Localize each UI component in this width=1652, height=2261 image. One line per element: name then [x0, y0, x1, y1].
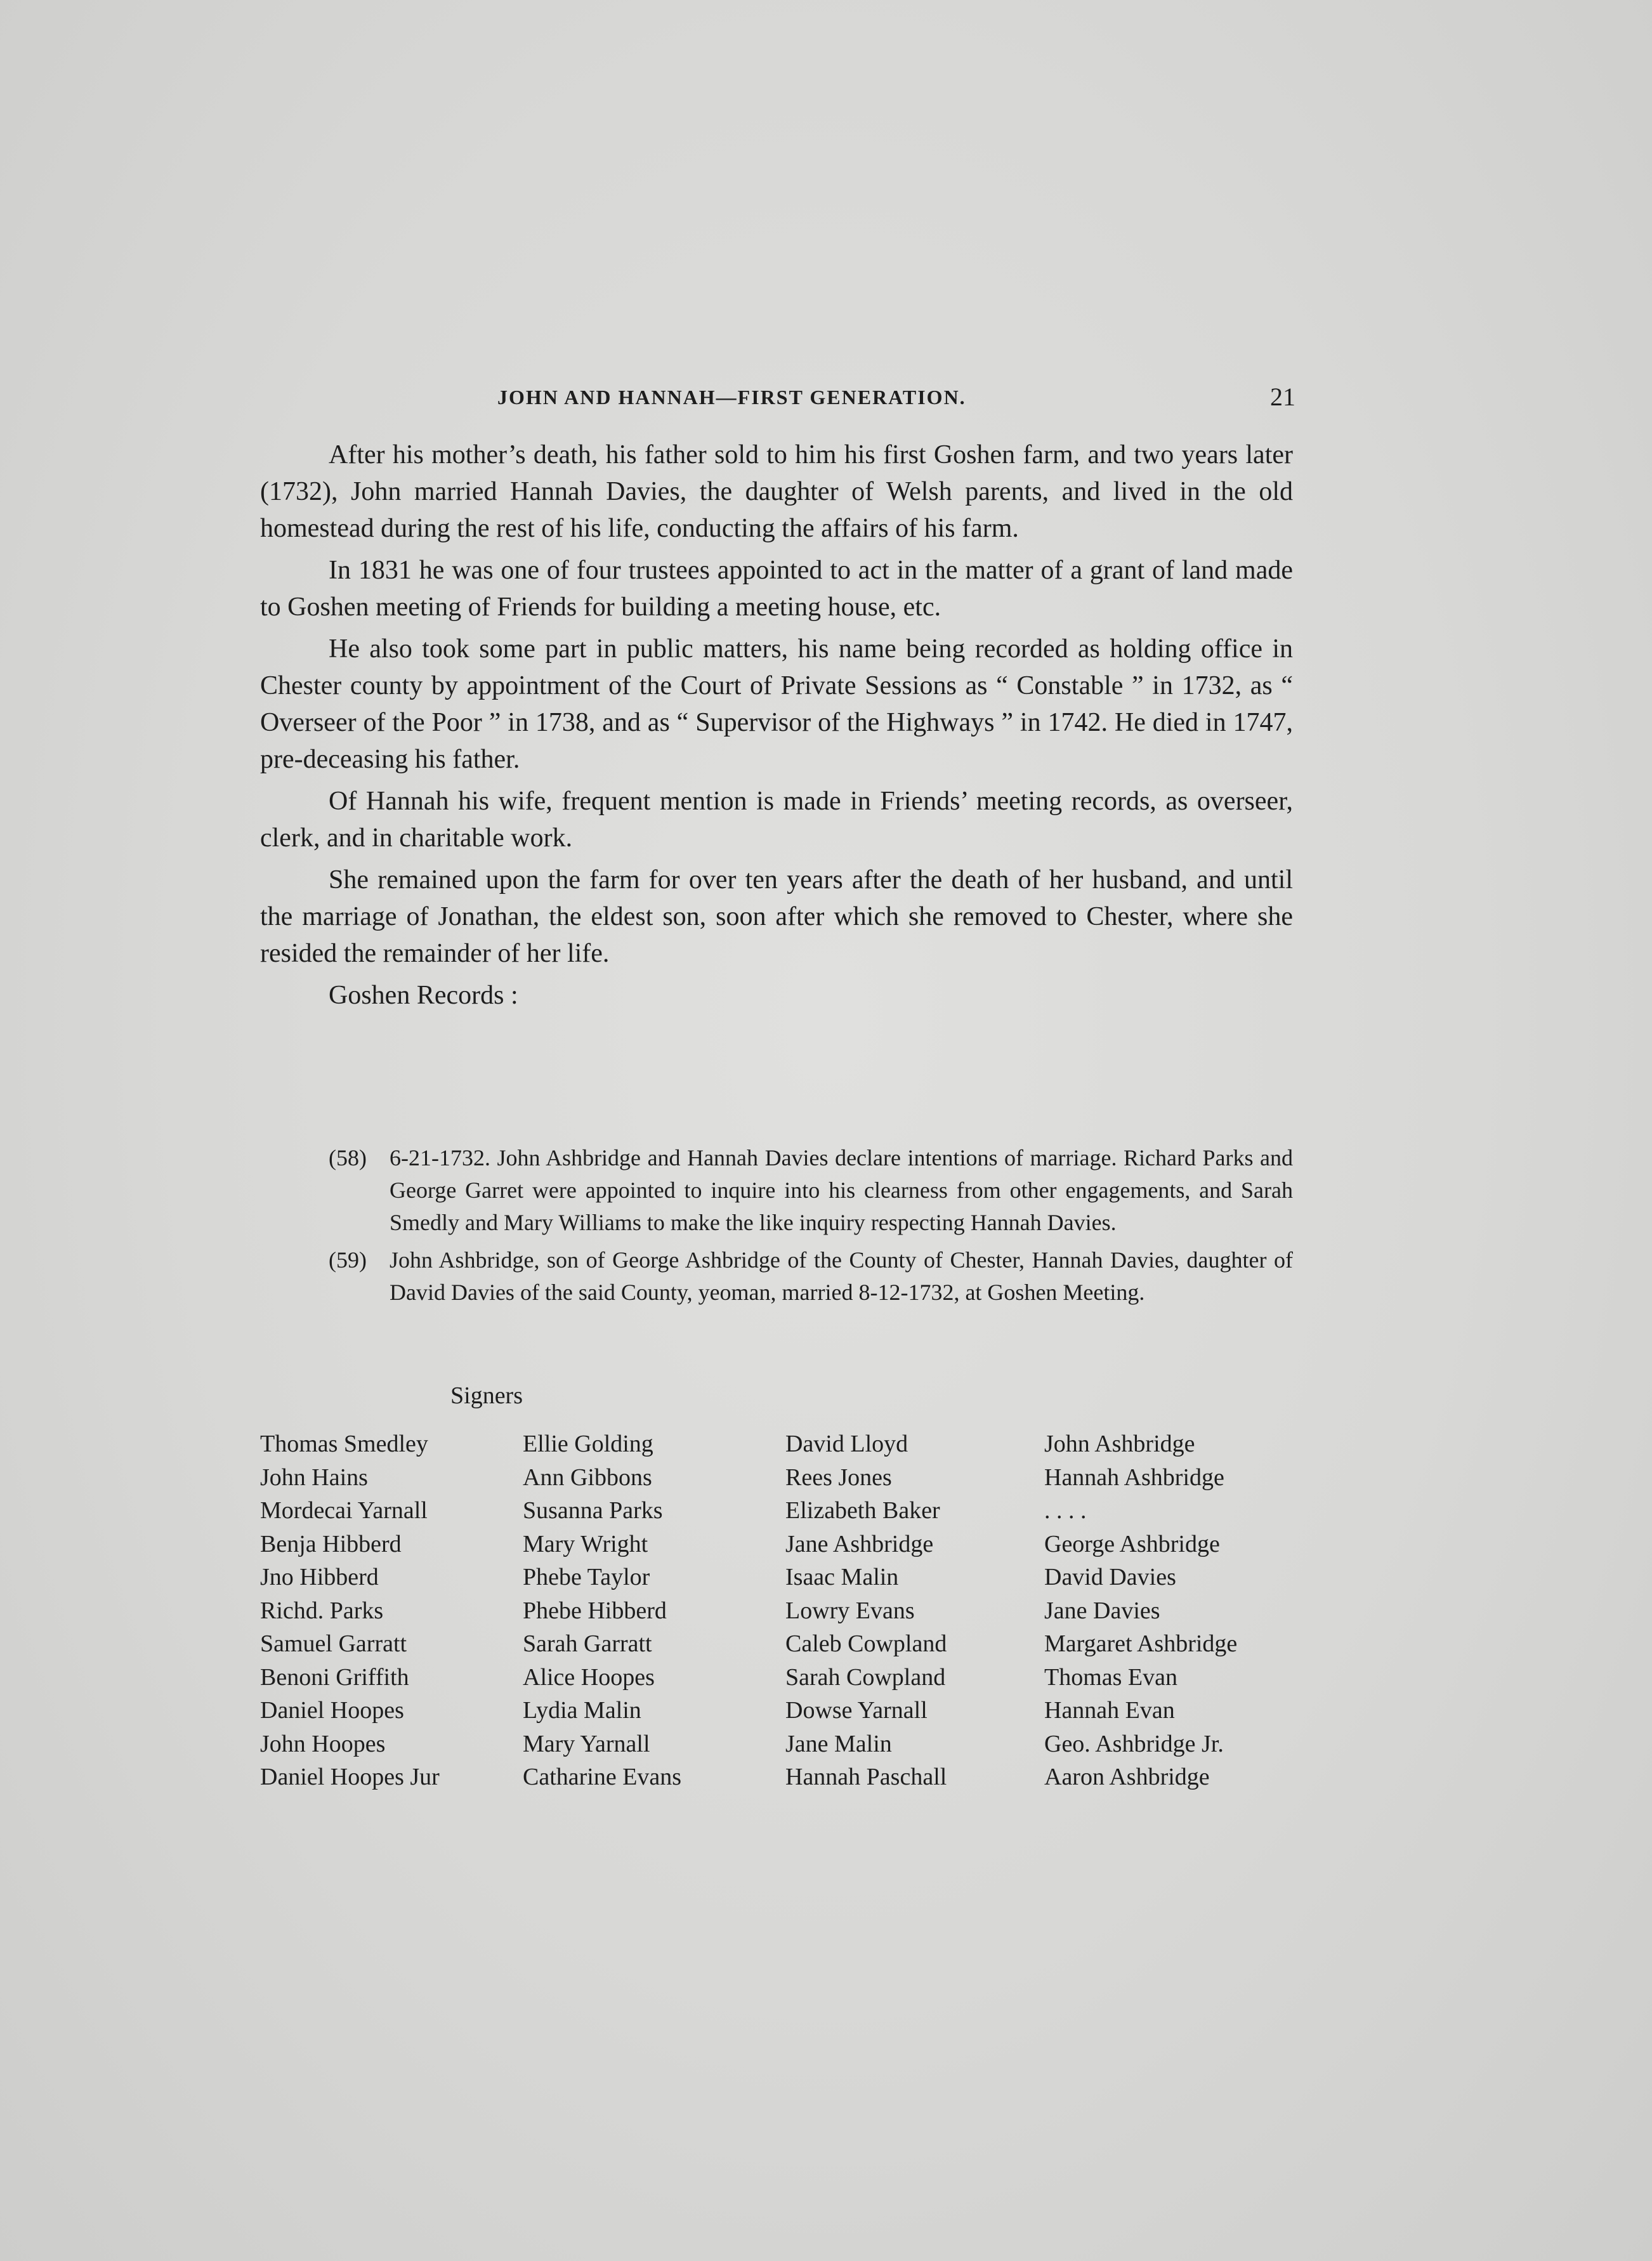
records-list — [260, 1142, 1293, 1314]
signer-name: Lowry Evans — [785, 1597, 915, 1624]
signer-name: George Ashbridge — [1044, 1530, 1220, 1557]
signer-name: Elizabeth Baker — [785, 1497, 940, 1524]
signer-name: Thomas Smedley — [260, 1431, 428, 1457]
signer-name: Lydia Malin — [523, 1697, 641, 1724]
signer-name: Geo. Ashbridge Jr. — [1044, 1730, 1224, 1757]
page-header — [260, 379, 1295, 417]
signer-name: Isaac Malin — [785, 1564, 899, 1590]
signer-name: Daniel Hoopes Jur — [260, 1764, 440, 1790]
body-text — [260, 436, 1293, 1023]
signer-name: Daniel Hoopes — [260, 1697, 404, 1724]
signer-name: John Hains — [260, 1464, 368, 1491]
signer-name: Phebe Hibberd — [523, 1597, 667, 1624]
records-heading: Goshen Records : — [329, 981, 518, 1010]
signer-name: Benja Hibberd — [260, 1530, 402, 1557]
signer-name: Margaret Ashbridge — [1044, 1630, 1238, 1657]
record-number: (58) — [329, 1145, 367, 1170]
signers-column-2 — [523, 1427, 777, 1794]
signer-name: Jane Ashbridge — [785, 1530, 934, 1557]
signer-name: Mary Yarnall — [523, 1730, 650, 1757]
signer-name: Alice Hoopes — [523, 1663, 655, 1691]
signer-name: Richd. Parks — [260, 1597, 384, 1624]
signer-name: Dowse Yarnall — [785, 1697, 928, 1724]
signer-name: Jane Malin — [785, 1730, 892, 1757]
signer-name: John Hoopes — [260, 1730, 386, 1757]
signer-name: Mordecai Yarnall — [260, 1497, 428, 1524]
record-entry — [260, 1142, 1293, 1239]
signer-name: Aaron Ashbridge — [1044, 1764, 1210, 1790]
signer-name: Ann Gibbons — [523, 1464, 652, 1491]
paragraph: In 1831 he was one of four trustees appointed to act in the matter of a grant of land made to Goshen meeting of Friends for building a meeting house, etc. — [260, 556, 1293, 622]
signers-label: Signers — [450, 1382, 523, 1409]
record-entry — [260, 1244, 1293, 1309]
record-text: John Ashbridge, son of George Ashbridge of the County of Chester, Hannah Davies, daughter of David Davies of the said County, yeoman, married 8-12-1732, at Goshen Meeting. — [390, 1247, 1293, 1305]
signer-name: Benoni Griffith — [260, 1663, 409, 1691]
paragraph: She remained upon the farm for over ten years after the death of her husband, and until the marriage of Jonathan, the eldest son, soon after which she removed to Chester, where she resided the remainder of her life. — [260, 865, 1293, 968]
signer-name: Susanna Parks — [523, 1497, 663, 1524]
signer-name: Phebe Taylor — [523, 1564, 650, 1590]
record-number: (59) — [329, 1247, 367, 1273]
signer-name: Sarah Cowpland — [785, 1663, 946, 1691]
signers-column-3 — [785, 1427, 1039, 1794]
signer-name: Jno Hibberd — [260, 1564, 379, 1590]
paragraph: He also took some part in public matters, his name being recorded as holding office in Chester county by appointment of the Court of Private Sessions as “ Constable ” in 1732, as “ Overseer of the Poor ” in 1738, and as “ Supervisor of the Highways ” in 1742. He died in 1747, pre-deceasing his father. — [260, 634, 1293, 774]
record-text: 6-21-1732. John Ashbridge and Hannah Davies declare intentions of marriage. Richard Parks and George Garret were appointed to inquire into his clearness from other engagements, and Sarah Smedly and Mary Williams to make the like inquiry respecting Hannah Davies. — [390, 1145, 1293, 1235]
page-number: 21 — [1270, 383, 1295, 411]
signer-name: Hannah Ashbridge — [1044, 1464, 1224, 1491]
signer-name: Mary Wright — [523, 1530, 648, 1557]
signers-column-1 — [260, 1427, 514, 1794]
paragraph: Of Hannah his wife, frequent mention is made in Friends’ meeting records, as overseer, clerk, and in charitable work. — [260, 787, 1293, 853]
signer-name: David Lloyd — [785, 1431, 908, 1457]
signer-name: David Davies — [1044, 1564, 1176, 1590]
signers-column-4 — [1044, 1427, 1298, 1794]
signer-name: . . . . — [1044, 1497, 1087, 1524]
signer-name: Hannah Paschall — [785, 1764, 947, 1790]
signer-name: Caleb Cowpland — [785, 1630, 947, 1657]
signer-name: Catharine Evans — [523, 1764, 682, 1790]
signer-name: Thomas Evan — [1044, 1663, 1178, 1691]
signer-name: Rees Jones — [785, 1464, 892, 1491]
signer-name: Hannah Evan — [1044, 1697, 1175, 1724]
signer-name: Sarah Garratt — [523, 1630, 652, 1657]
running-head: JOHN AND HANNAH—FIRST GENERATION. — [497, 386, 966, 409]
signer-name: Samuel Garratt — [260, 1630, 407, 1657]
signer-name: John Ashbridge — [1044, 1431, 1195, 1457]
signer-name: Jane Davies — [1044, 1597, 1160, 1624]
paragraph: After his mother’s death, his father sold to him his first Goshen farm, and two years later (1732), John married Hannah Davies, the daughter of Welsh parents, and lived in the old homestead during the rest of his life, conducting the affairs of his farm. — [260, 440, 1293, 543]
signer-name: Ellie Golding — [523, 1431, 653, 1457]
